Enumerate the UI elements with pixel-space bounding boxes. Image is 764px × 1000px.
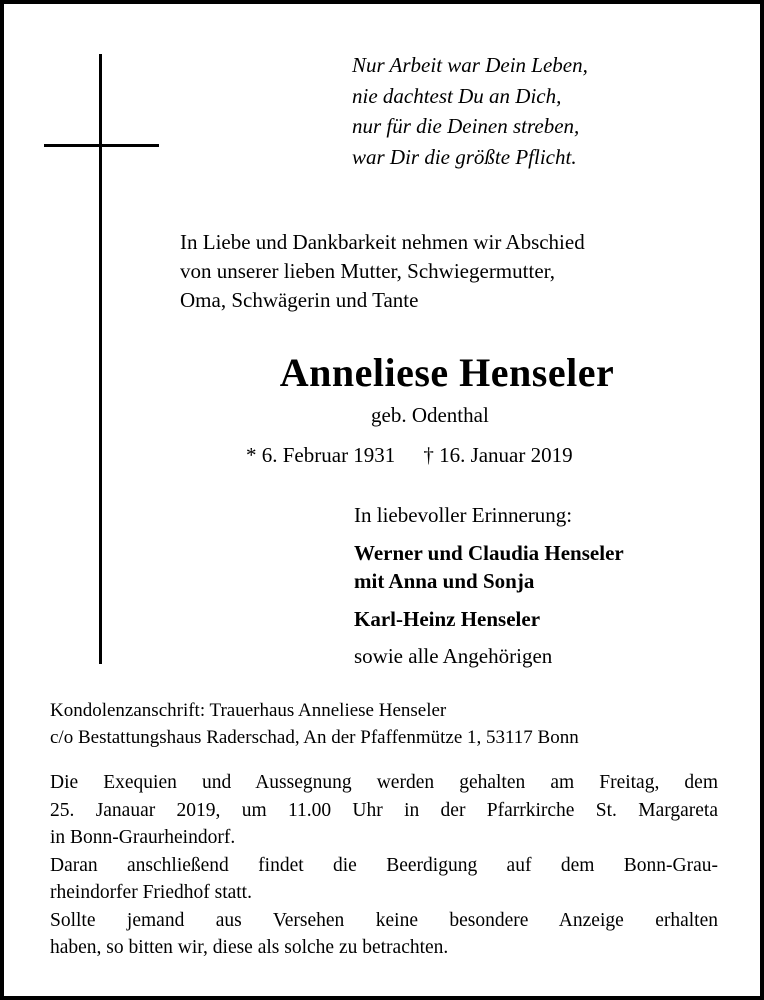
- life-dates: [246, 441, 573, 469]
- service-details: [50, 769, 718, 962]
- intro-line: Oma, Schwägerin und Tante: [180, 288, 419, 312]
- details-line: Die Exequien und Aussegnung werden gehalten am Freitag, dem: [50, 772, 718, 793]
- memorial-poem: [352, 50, 588, 172]
- mourner-line: mit Anna und Sonja: [354, 569, 535, 593]
- other-relatives: sowie alle Angehörigen: [354, 644, 553, 668]
- poem-line: nie dachtest Du an Dich,: [352, 83, 562, 108]
- address-line: c/o Bestattungshaus Raderschad, An der Pfaffenmütze 1, 53117 Bonn: [50, 727, 579, 748]
- birth-date: * 6. Februar 1931: [246, 443, 396, 467]
- poem-line: nur für die Deinen streben,: [352, 114, 580, 138]
- poem-line: Nur Arbeit war Dein Leben,: [352, 53, 588, 77]
- details-line: rheindorfer Friedhof statt.: [50, 882, 252, 903]
- mourner-line: Werner und Claudia Henseler: [354, 541, 624, 565]
- maiden-name: geb. Odenthal: [371, 403, 489, 427]
- death-date: † 16. Januar 2019: [423, 443, 573, 467]
- mourner-family-1: [354, 539, 624, 595]
- details-line: haben, so bitten wir, diese als solche zu betrachten.: [50, 937, 449, 958]
- deceased-name: Anneliese Henseler: [279, 350, 615, 395]
- poem-line: war Dir die größte Pflicht.: [352, 144, 577, 169]
- details-line: in Bonn-Graurheindorf.: [50, 827, 236, 848]
- details-line: Sollte jemand aus Versehen keine besondere Anzeige erhalten: [50, 909, 718, 931]
- intro-line: von unserer lieben Mutter, Schwiegermutter,: [180, 259, 556, 283]
- cross-horizontal-bar: [44, 144, 159, 147]
- intro-line: In Liebe und Dankbarkeit nehmen wir Abschied: [180, 230, 585, 254]
- remembrance-intro: In liebevoller Erinnerung:: [354, 503, 573, 527]
- farewell-intro: [180, 228, 585, 315]
- condolence-address: [50, 697, 579, 751]
- mourner-family-2: Karl-Heinz Henseler: [354, 607, 541, 631]
- details-line: 25. Janauar 2019, um 11.00 Uhr in der Pfarrkirche St. Margareta: [50, 799, 718, 821]
- address-line: Kondolenzanschrift: Trauerhaus Anneliese Henseler: [50, 700, 447, 721]
- details-line: Daran anschließend findet die Beerdigung auf dem Bonn-Grau-: [50, 854, 718, 876]
